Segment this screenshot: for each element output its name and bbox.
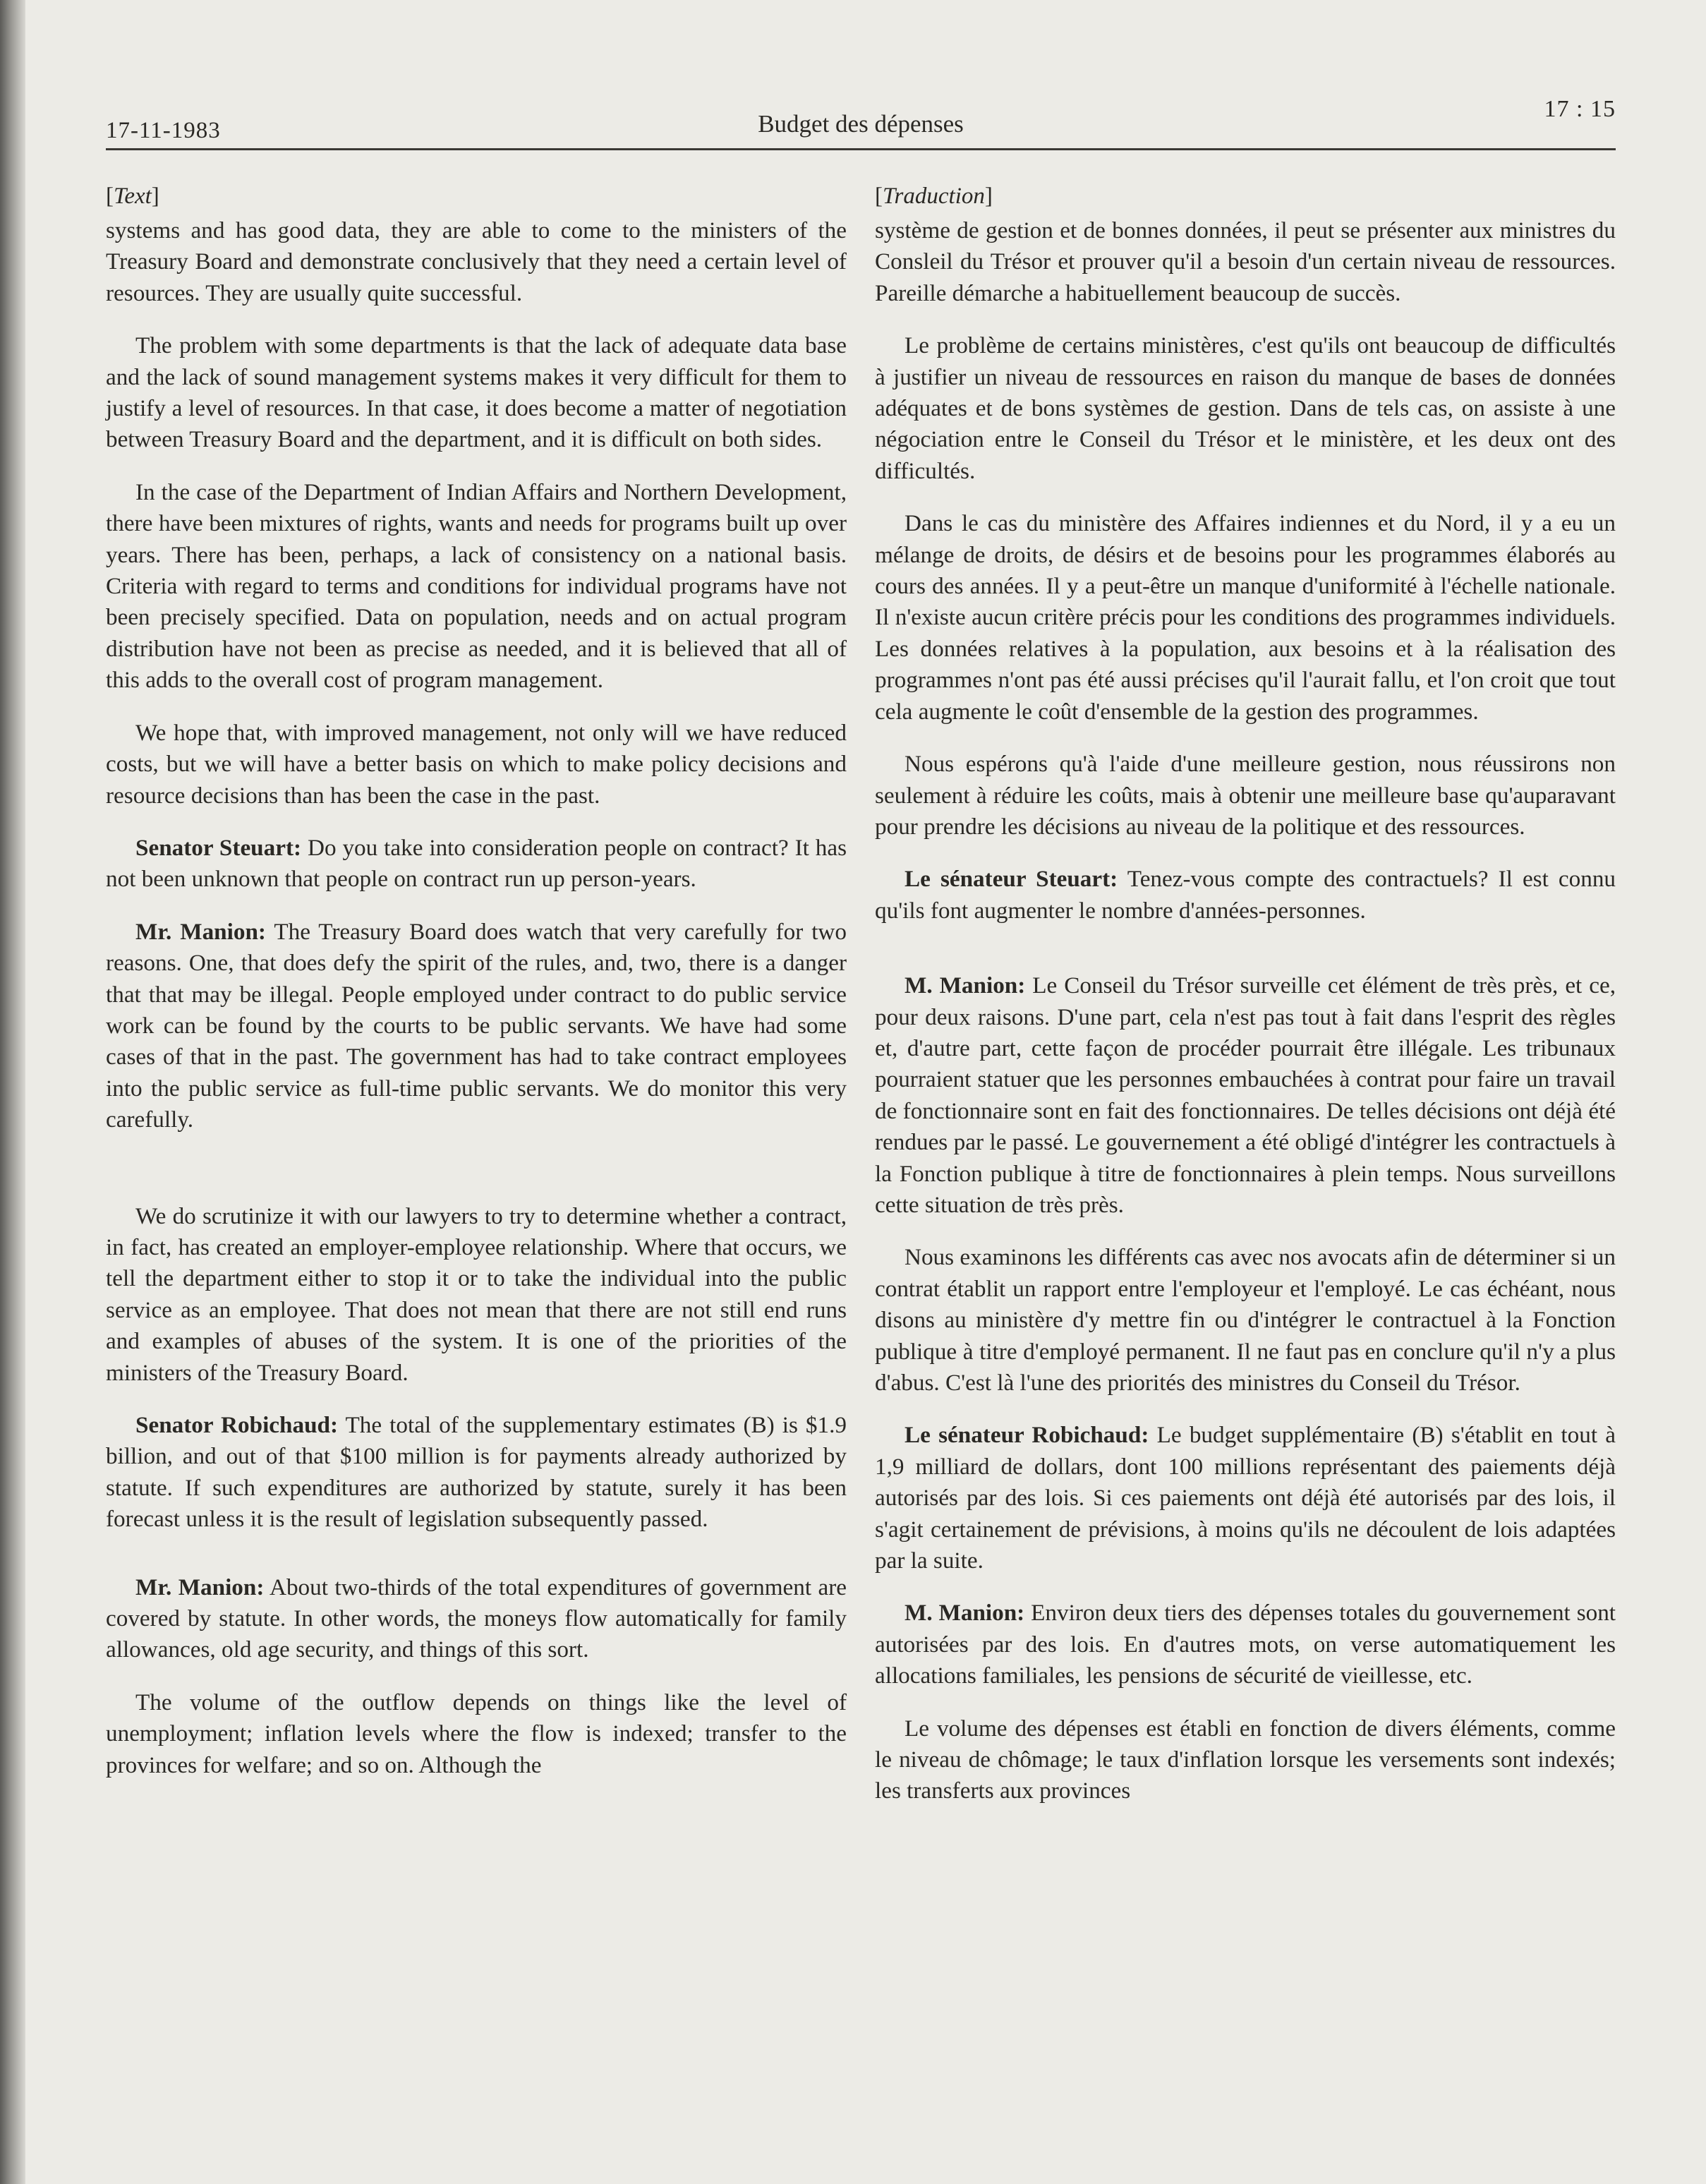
paragraph: Dans le cas du ministère des Affaires indiennes et du Nord, il y a eu un mélange de droits, de désirs et de besoins pour les programmes élaborés au cours des années. Il y a peut-être un manque d'uniformité à l'échelle nationale. Il n'existe aucun critère précis pour les conditions des programmes individuels. Les données relatives à la population, aux besoins et à la réalisation des programmes n'ont pas été aussi précises qu'il l'aurait fallu, et l'on croit que tout cela augmente le coût d'ensemble de la gestion des programmes. (875, 510, 1616, 725)
running-header (106, 96, 1616, 150)
two-column-body (106, 183, 1616, 1828)
english-column (106, 183, 847, 1828)
speech-manion: Mr. Manion: About two-thirds of the total expenditures of government are covered by statute. In other words, the moneys flow automatically for family allowances, old age security, and things of this sort. (106, 1574, 847, 1663)
paragraph: We hope that, with improved management, not only will we have reduced costs, but we will have a better basis on which to make policy decisions and resource decisions than has been the case in the past. (106, 719, 847, 809)
speaker-name: M. Manion: (905, 1600, 1025, 1627)
column-label-text: [Text] (106, 183, 159, 209)
speech-robichaud: Senator Robichaud: The total of the supplementary estimates (B) is $1.9 billion, and out of that $100 million is for payments already authorized by statute. If such expenditures are authorized by statute, surely it has been forecast unless it is the result of legislation subsequently passed. (106, 1412, 847, 1533)
paragraph: The problem with some departments is that the lack of adequate data base and the lack of sound management systems makes it very difficult for them to justify a level of resources. In that case, it does become a matter of negotiation between Treasury Board and the department, and it is difficult on both sides. (106, 332, 847, 453)
speaker-name: Mr. Manion: (135, 1574, 265, 1600)
paragraph: The volume of the outflow depends on things like the level of unemployment; inflation levels where the flow is indexed; transfer to the provinces for welfare; and so on. Although the (106, 1689, 847, 1778)
french-column (875, 183, 1616, 1828)
speaker-name: Senator Steuart: (135, 834, 302, 861)
paragraph: Le problème de certains ministères, c'est qu'ils ont beaucoup de difficultés à justifier un niveau de ressources en raison du manque de bases de données adéquates et de bons systèmes de gestion. Dans de tels cas, on assiste à une négociation entre le Conseil du Trésor et le ministère, et les deux ont des difficultés. (875, 332, 1616, 484)
speaker-name: Mr. Manion: (135, 918, 266, 945)
paragraph: We do scrutinize it with our lawyers to try to determine whether a contract, in fact, has created an employer-employee relationship. Where that occurs, we tell the department either to stop it or to take the individual into the public service as an employee. That does not mean that there are not still end runs and examples of abuses of the system. It is one of the priorities of the ministers of the Treasury Board. (106, 1202, 847, 1386)
speech-manion: M. Manion: Le Conseil du Trésor surveille cet élément de très près, et ce, pour deux raisons. D'une part, cela n'est pas tout à fait dans l'esprit des règles et, d'autre part, cette façon de procéder pourrait être illégale. Les tribunaux pourraient statuer que les personnes embauchées à contrat pour faire un travail de fonctionnaire sont en fait des fonctionnaires. De telles décisions ont déjà été rendues par le passé. Le gouvernement a été obligé d'intégrer les contractuels à la Fonction publique à titre de fonctionnaires à plein temps. Nous surveillons cette situation de très près. (875, 972, 1616, 1218)
binding-shadow (0, 0, 25, 2184)
paragraph: système de gestion et de bonnes données, il peut se présenter aux ministres du Consleil du Trésor et prouver qu'il a besoin d'un certain niveau de ressources. Pareille démarche a habituellement beaucoup de succès. (875, 217, 1616, 306)
speaker-name: Le sénateur Steuart: (905, 866, 1118, 893)
header-date: 17-11-1983 (106, 118, 221, 143)
speaker-name: Le sénateur Robichaud: (905, 1422, 1149, 1449)
speech-steuart: Le sénateur Steuart: Tenez-vous compte des contractuels? Il est connu qu'ils font augmenter le nombre d'années-personnes. (875, 866, 1616, 924)
header-title: Budget des dépenses (758, 110, 964, 138)
document-page (106, 96, 1616, 1804)
paragraph: systems and has good data, they are able to come to the ministers of the Treasury Board and demonstrate conclusively that they need a certain level of resources. They are usually quite successful. (106, 217, 847, 306)
column-label-traduction: [Traduction] (875, 183, 993, 209)
header-page-number: 17 : 15 (1544, 96, 1616, 122)
speech-manion: Mr. Manion: The Treasury Board does watch that very carefully for two reasons. One, that does defy the spirit of the rules, and, two, there is a danger that that may be illegal. People employed under contract to do public service work can be found by the courts to be public servants. We have had some cases of that in the past. The government has had to take contract employees into the public service as full-time public servants. We do monitor this very carefully. (106, 918, 847, 1133)
paragraph: In the case of the Department of Indian Affairs and Northern Development, there have been mixtures of rights, wants and needs for programs built up over years. There has been, perhaps, a lack of consistency on a national basis. Criteria with regard to terms and conditions for individual programs have not been precisely specified. Data on population, needs and on actual program distribution have not been as precise as needed, and it is believed that all of this adds to the overall cost of program management. (106, 478, 847, 694)
paragraph: Nous espérons qu'à l'aide d'une meilleure gestion, nous réussirons non seulement à réduire les coûts, mais à obtenir une meilleure base qu'auparavant pour prendre les décisions au niveau de la politique et des ressources. (875, 751, 1616, 840)
speech-robichaud: Le sénateur Robichaud: Le budget supplémentaire (B) s'établit en tout à 1,9 milliard de dollars, dont 100 millions représentant des paiements déjà autorisés par des lois. Si ces paiements ont déjà été autorisés par des lois, il s'agit certainement de prévisions, à moins qu'ils ne découlent de lois adaptées par la suite. (875, 1422, 1616, 1574)
speaker-name: M. Manion: (905, 972, 1026, 999)
speech-manion: M. Manion: Environ deux tiers des dépenses totales du gouvernement sont autorisées par des lois. En d'autres mots, on verse automatiquement les allocations familiales, les pensions de sécurité de vieillesse, etc. (875, 1600, 1616, 1689)
speaker-name: Senator Robichaud: (135, 1412, 339, 1438)
speech-steuart: Senator Steuart: Do you take into consideration people on contract? It has not been unknown that people on contract run up person-years. (106, 834, 847, 893)
paragraph: Nous examinons les différents cas avec nos avocats afin de déterminer si un contrat établit un rapport entre l'employeur et l'employé. Le cas échéant, nous disons au ministère d'y mettre fin ou d'intégrer le contractuel à la Fonction publique à titre d'employé permanent. Il ne faut pas en conclure qu'il n'y a plus d'abus. C'est là l'une des priorités des ministres du Conseil du Trésor. (875, 1244, 1616, 1396)
paragraph: Le volume des dépenses est établi en fonction de divers éléments, comme le niveau de chômage; le taux d'inflation lorsque les versements sont indexés; les transferts aux provinces (875, 1715, 1616, 1804)
